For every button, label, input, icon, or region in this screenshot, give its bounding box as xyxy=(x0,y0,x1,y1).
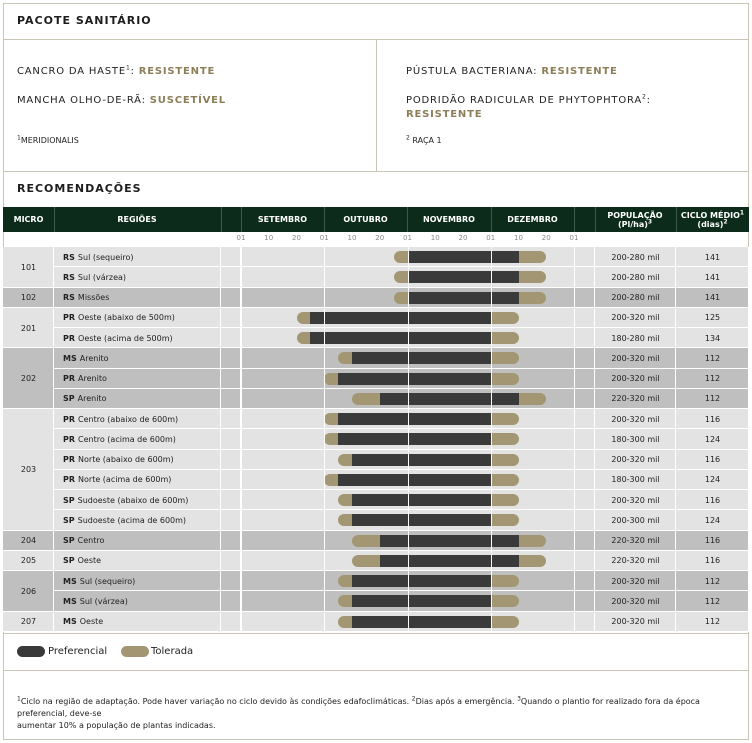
region-name: Sudoeste (abaixo de 600m) xyxy=(77,495,189,505)
state-code: RS xyxy=(63,293,75,303)
micro-label: 101 xyxy=(20,262,37,272)
month-divider xyxy=(324,247,325,632)
state-code: RS xyxy=(63,252,75,262)
spacer-cell xyxy=(221,591,241,611)
population-value: 200-320 mil xyxy=(611,596,660,606)
preferential-bar xyxy=(380,555,519,567)
state-code: PR xyxy=(63,333,76,343)
preferential-bar xyxy=(380,535,519,547)
recommendations-title: RECOMENDAÇÕES xyxy=(17,182,142,195)
preferential-bar xyxy=(338,474,491,486)
micro-label: 204 xyxy=(20,536,37,546)
header-month-3: NOVEMBRO xyxy=(423,215,475,224)
legend-preferential-swatch xyxy=(17,646,45,657)
region-label xyxy=(63,429,176,449)
cycle-value: 116 xyxy=(704,455,721,465)
header-divider xyxy=(241,207,242,232)
region-name: Oeste xyxy=(79,617,104,627)
population-value: 200-300 mil xyxy=(611,515,660,525)
preferential-bar xyxy=(310,332,490,344)
region-name: Sul (várzea) xyxy=(77,272,127,282)
region-label xyxy=(63,369,107,389)
spacer-cell xyxy=(221,490,241,510)
legend-tolerated-swatch xyxy=(121,646,149,657)
region-label xyxy=(63,409,178,429)
region-name: Oeste (acima de 500m) xyxy=(78,333,173,343)
preferential-bar xyxy=(380,393,519,405)
header-divider xyxy=(324,207,325,232)
spacer-cell xyxy=(221,409,241,429)
header-divider xyxy=(676,207,677,232)
state-code: RS xyxy=(63,272,75,282)
region-name: Arenito xyxy=(77,394,107,404)
footnote-meridionalis: $^1$MERIDIONALIS xyxy=(17,134,79,145)
region-name: Sul (sequeiro) xyxy=(77,252,134,262)
header-regions: REGIÕES xyxy=(117,215,157,224)
podridao-radicular: PODRIDÃO RADICULAR DE PHYTOPHTORA$^2$: xyxy=(406,93,651,106)
population-value: 180-300 mil xyxy=(611,434,660,444)
tick-label: 10 xyxy=(347,234,357,242)
population-value: 200-280 mil xyxy=(611,272,660,282)
state-code: PR xyxy=(63,434,76,444)
cycle-value: 116 xyxy=(704,495,721,505)
preferential-bar xyxy=(352,595,491,607)
spacer-cell xyxy=(221,571,241,591)
population-value: 200-320 mil xyxy=(611,313,660,323)
header-divider xyxy=(221,207,222,232)
region-name: Centro xyxy=(77,536,105,546)
month-divider xyxy=(241,247,242,632)
preferential-bar xyxy=(310,312,490,324)
region-label xyxy=(63,308,175,328)
preferential-bar xyxy=(352,352,491,364)
region-label xyxy=(63,571,135,591)
cycle-value: 124 xyxy=(704,515,721,525)
header-divider xyxy=(491,207,492,232)
population-value: 200-320 mil xyxy=(611,353,660,363)
micro-label: 201 xyxy=(20,323,37,333)
cancro-da-haste: CANCRO DA HASTE$^1$: RESISTENTE xyxy=(17,64,216,77)
population-value: 200-320 mil xyxy=(611,414,660,424)
region-label xyxy=(63,267,126,287)
region-label xyxy=(63,531,104,551)
preferential-bar xyxy=(352,616,491,628)
spacer-cell xyxy=(221,328,241,348)
spacer-cell xyxy=(221,389,241,409)
population-value: 180-280 mil xyxy=(611,333,660,343)
legend-preferential-label: Preferencial xyxy=(48,646,108,657)
cycle-value: 124 xyxy=(704,434,721,444)
region-name: Centro (abaixo de 600m) xyxy=(78,414,179,424)
state-code: PR xyxy=(63,374,76,384)
region-name: Sudoeste (acima de 600m) xyxy=(77,515,187,525)
preferential-bar xyxy=(352,575,491,587)
preferential-bar xyxy=(408,271,519,283)
tick-label: 01 xyxy=(569,234,579,242)
table-footnote: $^1$Ciclo na região de adaptação. Pode haver variação no ciclo devido às condições edafoclimáticas. $^2$Dias após a emergência. $^3$Quando o plantio for realizado fora da época preferencial, deve-se aumentar 10% a população de plantas indicadas. xyxy=(17,695,700,730)
preferential-bar xyxy=(408,292,519,304)
header-divider xyxy=(574,207,575,232)
header-divider xyxy=(407,207,408,232)
tick-label: 10 xyxy=(514,234,523,242)
state-code: SP xyxy=(63,394,75,404)
spacer-cell xyxy=(221,551,241,571)
region-label xyxy=(63,490,188,510)
population-value: 200-320 mil xyxy=(611,495,660,505)
population-value: 200-320 mil xyxy=(611,455,660,465)
cycle-value: 116 xyxy=(704,536,721,546)
state-code: SP xyxy=(63,495,75,505)
header-micro: MICRO xyxy=(13,215,44,224)
state-code: MS xyxy=(63,353,77,363)
tick-label: 20 xyxy=(292,234,301,242)
cycle-value: 141 xyxy=(704,252,721,262)
state-code: MS xyxy=(63,617,77,627)
divider xyxy=(3,670,749,671)
spacer-cell xyxy=(221,288,241,308)
cycle-value: 112 xyxy=(704,353,721,363)
cycle-value: 141 xyxy=(704,272,721,282)
header-cycle: CICLO MÉDIO$^1$ (dias)$^2$ xyxy=(680,208,745,229)
header-month-1: SETEMBRO xyxy=(257,215,308,224)
cycle-value: 112 xyxy=(704,394,721,404)
population-value: 220-320 mil xyxy=(611,536,660,546)
divider xyxy=(3,171,749,172)
micro-label: 102 xyxy=(20,293,37,303)
region-name: Norte (abaixo de 600m) xyxy=(78,455,174,465)
tick-label: 01 xyxy=(319,234,329,242)
spacer-cell xyxy=(221,348,241,368)
region-label xyxy=(63,288,109,308)
state-code: SP xyxy=(63,515,75,525)
population-value: 180-300 mil xyxy=(611,475,660,485)
state-code: MS xyxy=(63,576,77,586)
spacer-cell xyxy=(221,612,241,632)
region-label xyxy=(63,591,128,611)
region-name: Oeste xyxy=(77,556,102,566)
micro-label: 202 xyxy=(20,374,37,384)
cycle-value: 112 xyxy=(704,374,721,384)
spacer-cell xyxy=(221,450,241,470)
cycle-value: 134 xyxy=(704,333,721,343)
mancha-olho-de-ra: MANCHA OLHO-DE-RÃ: SUSCETÍVEL xyxy=(17,95,226,106)
region-name: Arenito xyxy=(78,374,107,384)
tick-label: 01 xyxy=(486,234,496,242)
state-code: MS xyxy=(63,596,77,606)
month-divider xyxy=(574,247,575,632)
cycle-value: 112 xyxy=(704,576,721,586)
preferential-bar xyxy=(352,494,491,506)
header-month-2: OUTUBRO xyxy=(343,215,388,224)
header-divider xyxy=(595,207,596,232)
pustula-bacteriana: PÚSTULA BACTERIANA: RESISTENTE xyxy=(406,66,618,77)
spacer-cell xyxy=(221,470,241,490)
population-value: 200-320 mil xyxy=(611,617,660,627)
region-label xyxy=(63,247,133,267)
region-label xyxy=(63,328,173,348)
cycle-value: 112 xyxy=(704,617,721,627)
tick-label: 01 xyxy=(236,234,246,242)
spacer-cell xyxy=(221,369,241,389)
population-value: 200-280 mil xyxy=(611,293,660,303)
month-divider xyxy=(491,247,492,632)
cycle-value: 116 xyxy=(704,414,721,424)
divider xyxy=(376,39,377,171)
sanitary-title: PACOTE SANITÁRIO xyxy=(17,14,152,27)
micro-label: 206 xyxy=(20,586,37,596)
region-label xyxy=(63,389,106,409)
preferential-bar xyxy=(338,433,491,445)
month-divider xyxy=(408,247,409,632)
region-label xyxy=(63,470,171,490)
cycle-value: 141 xyxy=(704,293,721,303)
footnote-raca: $^2$ RAÇA 1 xyxy=(406,134,442,145)
region-label xyxy=(63,510,186,530)
tick-label: 01 xyxy=(403,234,412,242)
tick-label: 10 xyxy=(430,234,440,242)
podridao-radicular-value: RESISTENTE xyxy=(406,109,483,120)
population-value: 200-320 mil xyxy=(611,576,660,586)
divider xyxy=(3,633,749,634)
spacer-cell xyxy=(221,510,241,530)
preferential-bar xyxy=(352,514,491,526)
micro-label: 203 xyxy=(20,465,37,475)
region-name: Sul (várzea) xyxy=(79,596,128,606)
region-name: Arenito xyxy=(79,353,109,363)
header-population: POPULAÇÃO $(Pl/ha)^3$ xyxy=(607,210,663,229)
tick-label: 10 xyxy=(264,234,274,242)
header-divider xyxy=(54,207,55,232)
legend-tolerated-label: Tolerada xyxy=(151,646,194,657)
tick-label: 20 xyxy=(458,234,468,242)
spacer-cell xyxy=(221,308,241,328)
micro-label: 207 xyxy=(20,617,37,627)
state-code: PR xyxy=(63,455,76,465)
spacer-cell xyxy=(221,247,241,267)
region-label xyxy=(63,612,103,632)
population-value: 220-320 mil xyxy=(611,556,660,566)
header-month-4: DEZEMBRO xyxy=(507,215,558,224)
preferential-bar xyxy=(338,373,491,385)
micro-label: 205 xyxy=(20,556,37,566)
spacer-cell xyxy=(221,267,241,287)
tick-label: 20 xyxy=(375,234,385,242)
cycle-value: 112 xyxy=(704,596,721,606)
preferential-bar xyxy=(338,413,491,425)
region-name: Missões xyxy=(77,293,110,303)
population-value: 200-280 mil xyxy=(611,252,660,262)
state-code: SP xyxy=(63,556,75,566)
cycle-value: 124 xyxy=(704,475,721,485)
state-code: PR xyxy=(63,313,76,323)
state-code: PR xyxy=(63,414,76,424)
spacer-cell xyxy=(221,531,241,551)
cycle-value: 116 xyxy=(704,556,721,566)
preferential-bar xyxy=(408,251,519,263)
preferential-bar xyxy=(352,454,491,466)
state-code: SP xyxy=(63,536,75,546)
state-code: PR xyxy=(63,475,76,485)
region-name: Sul (sequeiro) xyxy=(79,576,136,586)
region-name: Centro (acima de 600m) xyxy=(78,434,176,444)
spacer-cell xyxy=(221,429,241,449)
region-name: Norte (acima de 600m) xyxy=(78,475,172,485)
cycle-value: 125 xyxy=(704,313,721,323)
population-value: 200-320 mil xyxy=(611,374,660,384)
region-label xyxy=(63,551,101,571)
region-label xyxy=(63,348,109,368)
tick-label: 20 xyxy=(541,234,551,242)
region-label xyxy=(63,450,174,470)
population-value: 220-320 mil xyxy=(611,394,660,404)
region-name: Oeste (abaixo de 500m) xyxy=(78,313,175,323)
